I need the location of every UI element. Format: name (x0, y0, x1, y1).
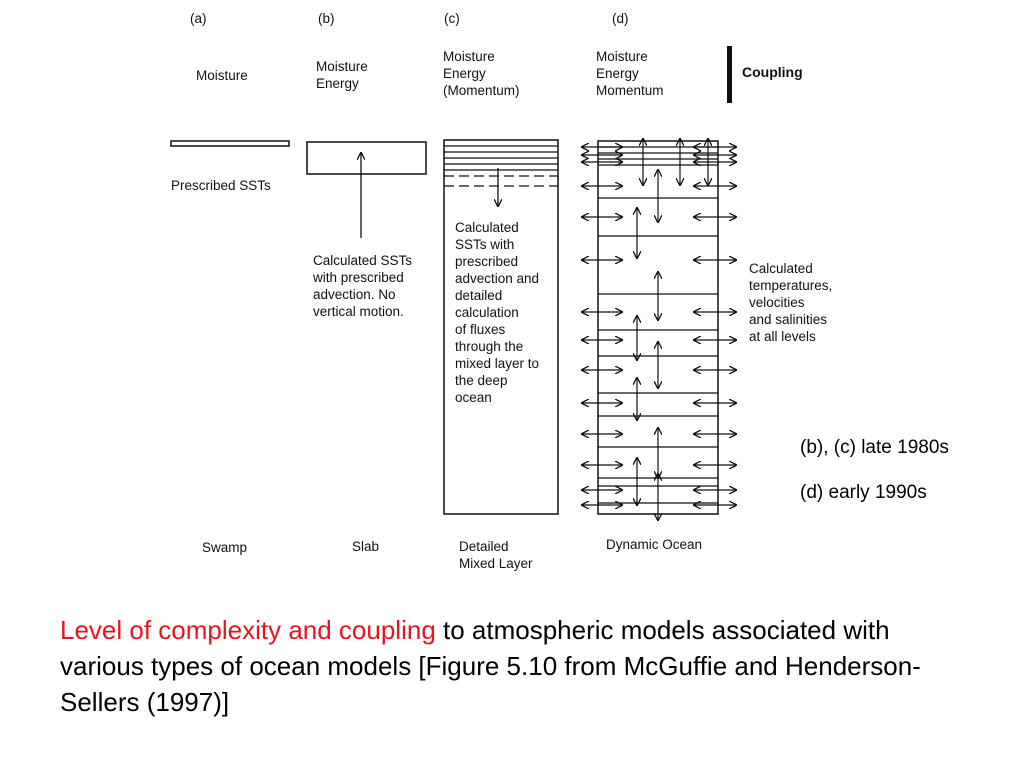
caption-highlight: Level of complexity and coupling (60, 615, 436, 645)
column-d-model: Dynamic Ocean (606, 537, 703, 552)
coupling-bar (727, 46, 732, 103)
swamp-slab (171, 141, 289, 146)
column-a-description: Prescribed SSTs (171, 178, 271, 193)
column-a-header: Moisture (196, 68, 248, 83)
era-note-d: (d) early 1990s (800, 482, 927, 503)
coupling-label: Coupling (742, 64, 803, 80)
column-b-model: Slab (352, 539, 380, 554)
caption (60, 612, 980, 720)
column-c-letter: (c) (444, 11, 460, 26)
column-a-model: Swamp (202, 540, 248, 555)
dynamic-ocean-column (582, 139, 736, 520)
column-d-header: Moisture Energy Momentum (596, 49, 664, 98)
column-c-description: Calculated SSTs with prescribed advection and detailed calculation of fluxes through the mixed layer to the deep ocean (455, 220, 540, 405)
column-b-description: Calculated SSTs with prescribed advection. No vertical motion. (313, 253, 413, 319)
column-c-model: Detailed Mixed Layer (459, 539, 533, 571)
caption-text: to atmospheric models associated with various types of ocean models [Figure 5.10 from McGuffie and Henderson-Sellers (1997)] (60, 615, 921, 717)
column-d-description: Calculated temperatures, velocities and salinities at all levels (749, 261, 833, 344)
column-a-letter: (a) (190, 11, 207, 26)
column-b-letter: (b) (318, 11, 335, 26)
column-d-letter: (d) (612, 11, 629, 26)
column-b-header: Moisture Energy (316, 59, 368, 91)
slab-box (307, 142, 426, 174)
era-note-bc: (b), (c) late 1980s (800, 437, 949, 458)
column-c-header: Moisture Energy (Momentum) (443, 49, 520, 98)
